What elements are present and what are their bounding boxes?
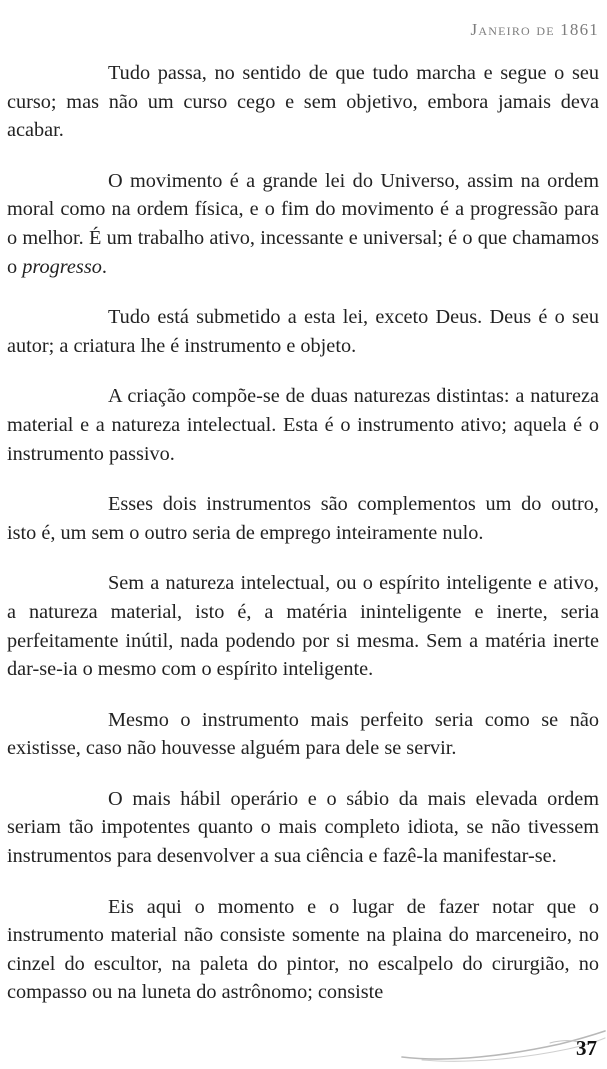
running-head: Janeiro de 1861 [470,20,599,39]
paragraph: Mesmo o instrumento mais perfeito seria como se não existisse, caso não houvesse alguém para dele se servir. [7,708,599,760]
emphasis-progresso: progresso [22,255,102,278]
paragraph: Eis aqui o momento e o lugar de fazer notar que o instrumento material não consiste somente na plaina do marceneiro, no cinzel do escultor, na paleta do pintor, no escalpelo do cirurgião, no compasso ou na luneta do astrônomo; consiste [7,895,599,1004]
paragraph: A criação compõe-se de duas naturezas distintas: a natureza material e a natureza intelectual. Esta é o instrumento ativo; aquela é o instrumento passivo. [7,385,599,465]
paragraph: Esses dois instrumentos são complementos um do outro, isto é, um sem o outro seria de emprego inteiramente nulo. [7,493,599,544]
paragraph [7,167,599,281]
paragraph: Tudo passa, no sentido de que tudo marcha e segue o seu curso; mas não um curso cego e sem objetivo, embora jamais deva acabar. [7,62,599,142]
paragraph-period: . [101,255,107,278]
paragraph: O mais hábil operário e o sábio da mais elevada ordem seriam tão impotentes quanto o mais completo idiota, se não tivessem instrumentos para desenvolver a sua ciência e fazê-la manifestar-se. [7,787,599,868]
paragraph-text: O movimento é a grande lei do Universo, assim na ordem moral como na ordem física, e o fim do movimento é a progressão para o melhor. É um trabalho ativo, incessante e universal; é o que chamamos o [7,169,599,278]
body-text [7,59,599,1029]
paragraph: Tudo está submetido a esta lei, exceto Deus. Deus é o seu autor; a criatura lhe é instrumento e objeto. [7,306,599,357]
paragraph: Sem a natureza intelectual, ou o espírito inteligente e ativo, a natureza material, isto é, a matéria ininteligente e inerte, seria perfeitamente inútil, nada podendo por si mesma. Sem a matéria inerte dar-se-ia o mesmo com o espírito inteligente. [7,572,599,681]
page-number: 37 [576,1036,597,1060]
